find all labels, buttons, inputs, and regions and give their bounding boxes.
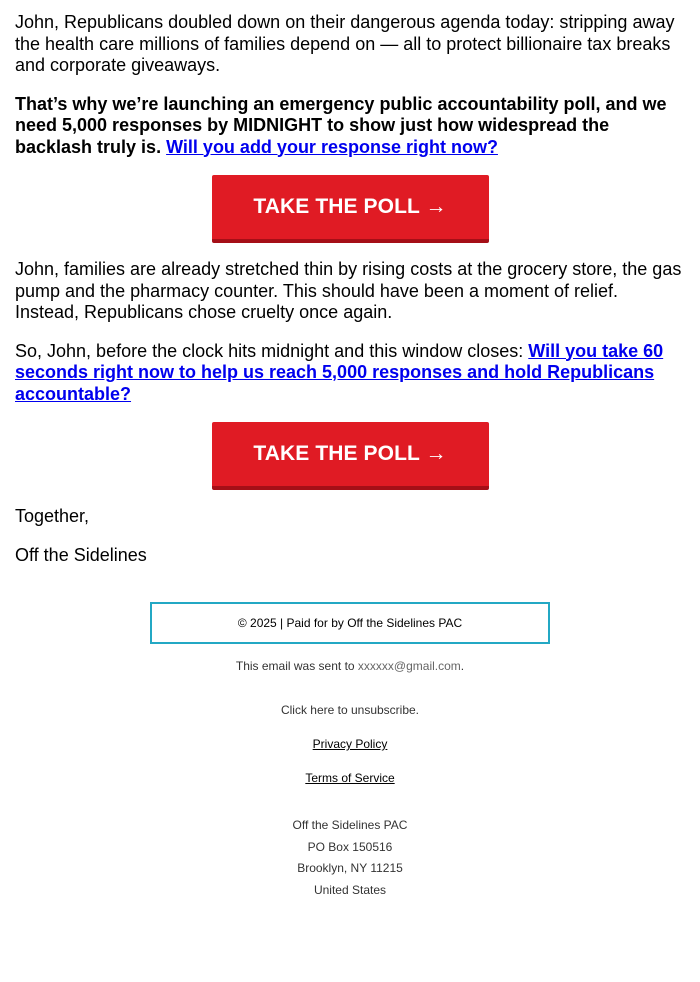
- address-line: Off the Sidelines PAC: [292, 818, 408, 832]
- paid-for-box: © 2025 | Paid for by Off the Sidelines PAC: [150, 602, 550, 644]
- mailing-address: [0, 815, 700, 901]
- cta-container-2: [15, 422, 685, 490]
- address-line: United States: [313, 882, 387, 897]
- signature: Off the Sidelines: [15, 544, 147, 565]
- take-poll-button-2[interactable]: TAKE THE POLL →: [212, 422, 489, 490]
- paragraph-intro: John, Republicans doubled down on their dangerous agenda today: stripping away the health care millions of families depend on — all to protect billionaire tax breaks and corporate giveaways.: [15, 12, 675, 75]
- email-footer: [0, 602, 700, 901]
- poll-ask-text: That’s why we’re launching an emergency public accountability poll, and we need 5,000 responses by MIDNIGHT to show just how widespread the backlash truly is.: [15, 93, 667, 157]
- closing-text: Together,: [15, 506, 90, 526]
- paragraph-costs: John, families are already stretched thin by rising costs at the grocery store, the gas pump and the pharmacy counter. This should have been a moment of relief. Instead, Republicans chose cruelty once again.: [15, 259, 682, 322]
- address-line: PO Box 150516: [307, 839, 393, 854]
- recipient-email: xxxxxx@gmail.com: [357, 659, 461, 673]
- unsubscribe-link[interactable]: Click here to unsubscribe.: [280, 703, 420, 717]
- cta-container-1: [15, 175, 685, 243]
- take-poll-button-1[interactable]: TAKE THE POLL →: [212, 175, 489, 243]
- privacy-policy-link[interactable]: Privacy Policy: [312, 737, 388, 751]
- paragraph-poll-ask: [15, 94, 685, 159]
- take-60-seconds-link[interactable]: Will you take 60 seconds right now to help us reach 5,000 responses and hold Republicans accountable?: [15, 340, 664, 404]
- sent-to-line: [0, 659, 700, 673]
- deadline-text: So, John, before the clock hits midnight and this window closes:: [15, 340, 524, 361]
- paragraph-deadline: [15, 341, 685, 406]
- sent-suffix: .: [460, 659, 465, 673]
- add-response-link[interactable]: Will you add your response right now?: [166, 136, 498, 157]
- sent-prefix: This email was sent to: [235, 659, 355, 673]
- terms-of-service-link[interactable]: Terms of Service: [305, 771, 395, 785]
- address-line: Brooklyn, NY 11215: [297, 861, 403, 875]
